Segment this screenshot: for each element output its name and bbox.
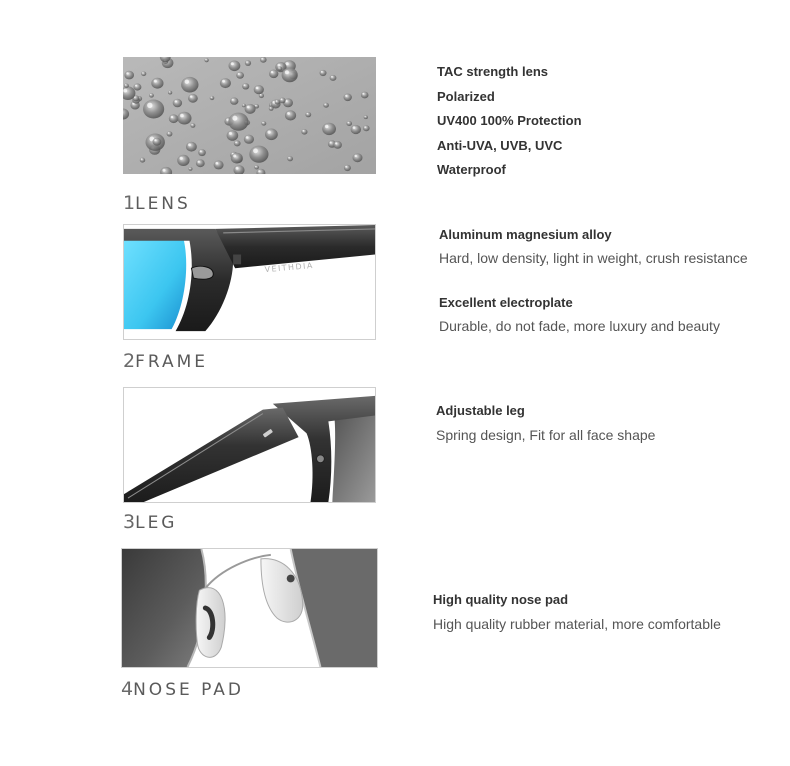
water-drop-highlight: [243, 104, 244, 105]
lens-photo: [123, 57, 376, 174]
water-drop: [282, 68, 298, 83]
water-drop: [361, 92, 369, 99]
water-drop-highlight: [154, 139, 156, 141]
water-drop-highlight: [271, 71, 273, 73]
water-drop: [168, 91, 172, 95]
nose-pad-photo: [121, 548, 378, 668]
water-drop: [353, 153, 363, 162]
water-drop: [173, 99, 182, 108]
water-drop-highlight: [154, 80, 157, 83]
water-drop-highlight: [278, 67, 279, 68]
water-drop: [344, 94, 352, 102]
water-drop: [305, 112, 311, 117]
water-drop-highlight: [238, 73, 240, 75]
water-drop-highlight: [191, 124, 192, 125]
water-drop-highlight: [348, 122, 349, 123]
nose-pad-feature-1-title: High quality nose pad: [433, 592, 569, 607]
water-drop: [244, 135, 254, 144]
water-drop-highlight: [236, 167, 239, 170]
water-drop-highlight: [260, 94, 261, 95]
water-drop: [344, 165, 351, 171]
water-drop-highlight: [200, 150, 202, 152]
water-drop: [227, 130, 239, 141]
leg-feature-1-title: Adjustable leg: [436, 403, 525, 418]
frame-closeup-image: [124, 225, 375, 339]
water-drop-highlight: [331, 76, 333, 78]
section-title: LEG: [135, 513, 178, 533]
water-drop: [153, 138, 162, 146]
water-drop-highlight: [262, 122, 263, 123]
water-drop: [322, 123, 336, 135]
water-drop-highlight: [185, 80, 189, 84]
water-drop-highlight: [123, 89, 127, 93]
water-drop: [177, 112, 191, 125]
water-drop-highlight: [276, 100, 277, 101]
water-drop-highlight: [226, 119, 228, 121]
water-drop-highlight: [142, 72, 143, 73]
water-drop-highlight: [365, 116, 366, 117]
water-drop-highlight: [247, 106, 250, 109]
water-drop: [242, 83, 249, 89]
water-drop-highlight: [253, 148, 258, 153]
leg-feature-1-desc: Spring design, Fit for all face shape: [436, 427, 656, 443]
nose-pad-feature-1-desc: High quality rubber material, more comfortable: [433, 616, 721, 632]
frame-brand-text: VEITHDIA: [264, 260, 315, 275]
water-drop-highlight: [205, 59, 206, 60]
lens-feature-1: TAC strength lens: [437, 64, 548, 79]
water-drop-highlight: [325, 125, 328, 128]
water-drop: [210, 96, 215, 100]
water-drop-highlight: [231, 62, 234, 65]
water-drop: [149, 93, 154, 97]
frame-feature-2-title: Excellent electroplate: [439, 295, 573, 310]
water-drop-highlight: [175, 100, 177, 102]
section-number: 4: [121, 678, 134, 700]
water-drop: [245, 60, 251, 66]
water-drop: [198, 149, 206, 156]
water-drop-highlight: [232, 116, 237, 121]
lens-feature-4: Anti-UVA, UVB, UVC: [437, 138, 563, 153]
water-drop-highlight: [188, 143, 191, 146]
water-drop: [285, 110, 296, 120]
water-drop-highlight: [168, 132, 169, 133]
lens-feature-2: Polarized: [437, 89, 495, 104]
water-drop-highlight: [189, 168, 190, 169]
water-drop-highlight: [286, 62, 289, 65]
frame-feature-1-title: Aluminum magnesium alloy: [439, 227, 612, 242]
water-drop-highlight: [364, 126, 366, 128]
water-drop: [196, 159, 205, 167]
water-drop: [287, 156, 293, 161]
water-drop: [260, 57, 267, 63]
water-drop-highlight: [229, 132, 232, 135]
water-drop: [245, 104, 256, 114]
water-drop: [186, 142, 197, 152]
water-drop: [330, 75, 337, 81]
water-drop: [269, 107, 274, 111]
water-drop-highlight: [303, 130, 305, 132]
water-drop: [167, 131, 173, 136]
water-drop-highlight: [330, 142, 332, 144]
water-drop: [190, 123, 195, 128]
water-drop-highlight: [287, 112, 290, 115]
leg-photo: [123, 387, 376, 503]
water-drop-highlight: [255, 166, 256, 167]
water-drop: [140, 158, 145, 163]
water-drop-highlight: [258, 170, 260, 172]
water-drop: [229, 61, 241, 72]
water-drop-highlight: [211, 97, 212, 98]
section-title: FRAME: [135, 352, 209, 372]
water-drop: [279, 98, 285, 104]
water-drop: [124, 71, 134, 80]
water-drop: [333, 141, 342, 149]
section-title: LENS: [135, 194, 191, 214]
water-drop: [188, 94, 198, 103]
water-drop: [189, 167, 193, 171]
water-drop: [249, 146, 268, 163]
water-drop-highlight: [278, 64, 281, 67]
water-drop-highlight: [180, 114, 184, 118]
water-drop-highlight: [126, 72, 128, 74]
water-drop-highlight: [268, 131, 271, 134]
water-drop: [364, 115, 368, 119]
water-drop: [204, 58, 208, 62]
water-drop-highlight: [321, 71, 323, 73]
water-drop: [261, 121, 266, 125]
water-drop-highlight: [246, 61, 248, 63]
water-drop: [169, 114, 179, 123]
water-drop-highlight: [244, 84, 246, 86]
water-drop: [236, 72, 244, 79]
water-drop: [346, 121, 352, 126]
frame-feature-2-desc: Durable, do not fade, more luxury and beauty: [439, 318, 720, 334]
water-drop: [220, 78, 231, 88]
water-drop-highlight: [345, 166, 347, 168]
water-drop-highlight: [169, 91, 170, 92]
water-drop-highlight: [235, 142, 237, 144]
section-label-leg: [123, 511, 177, 533]
frame-feature-1-desc: Hard, low density, light in weight, crush resistance: [439, 250, 748, 266]
lens-feature-5: Waterproof: [437, 162, 506, 177]
water-drop: [254, 165, 259, 169]
water-drop-highlight: [345, 95, 347, 97]
water-drop-highlight: [141, 158, 142, 159]
water-drop-highlight: [233, 155, 236, 158]
lens-feature-3: UV400 100% Protection: [437, 113, 582, 128]
water-drop-highlight: [163, 169, 166, 172]
water-drop: [269, 70, 278, 79]
section-number: 1: [123, 192, 136, 214]
water-drop-highlight: [355, 155, 357, 157]
water-drop: [351, 125, 361, 134]
water-drop-highlight: [270, 107, 271, 108]
water-drop-highlight: [335, 142, 337, 144]
water-drop: [177, 155, 189, 166]
section-label-nose-pad: [121, 678, 244, 700]
water-drop-highlight: [255, 105, 256, 106]
frame-photo: [123, 224, 376, 340]
water-drop-highlight: [216, 162, 219, 165]
water-drop: [151, 78, 163, 89]
section-number: 2: [123, 350, 136, 372]
water-drop-highlight: [256, 87, 259, 90]
water-drop: [363, 125, 370, 131]
water-drop-highlight: [125, 84, 126, 85]
water-drop: [141, 72, 146, 77]
section-title: NOSE PAD: [133, 680, 245, 700]
water-droplets-image: [123, 57, 376, 174]
water-drop-highlight: [288, 157, 289, 158]
water-drop-highlight: [232, 99, 234, 101]
water-drop: [133, 83, 141, 90]
water-drop: [143, 100, 164, 119]
water-drop: [228, 113, 248, 131]
water-drop-highlight: [307, 113, 308, 114]
water-drop-highlight: [190, 95, 192, 97]
nose-pad-image: [122, 549, 377, 667]
water-drop: [234, 140, 241, 146]
water-drop-highlight: [147, 103, 152, 108]
water-drop: [230, 97, 238, 104]
water-drop: [231, 153, 243, 164]
section-label-lens: [123, 192, 191, 214]
water-drop-highlight: [353, 126, 356, 129]
water-drop: [265, 129, 278, 141]
water-drop: [323, 103, 329, 108]
water-drop-highlight: [222, 80, 225, 83]
water-drop-highlight: [285, 70, 289, 74]
water-drop: [124, 84, 129, 88]
water-drop: [214, 160, 224, 169]
water-drop-highlight: [362, 93, 364, 95]
water-drop: [277, 67, 282, 71]
water-drop-highlight: [171, 116, 173, 118]
water-drop: [254, 85, 264, 94]
water-drop-highlight: [246, 136, 249, 139]
section-label-frame: [123, 350, 208, 372]
water-drop-highlight: [324, 104, 325, 105]
water-drop-highlight: [180, 157, 183, 160]
water-drop-highlight: [150, 94, 151, 95]
leg-hinge-image: [124, 388, 375, 502]
water-drop: [320, 70, 327, 76]
section-number: 3: [123, 511, 136, 533]
water-drop-highlight: [261, 58, 263, 60]
water-drop-highlight: [135, 85, 137, 87]
water-drop-highlight: [198, 161, 200, 163]
water-drop: [181, 77, 198, 93]
water-drop: [301, 129, 307, 135]
water-drop-highlight: [281, 98, 283, 100]
